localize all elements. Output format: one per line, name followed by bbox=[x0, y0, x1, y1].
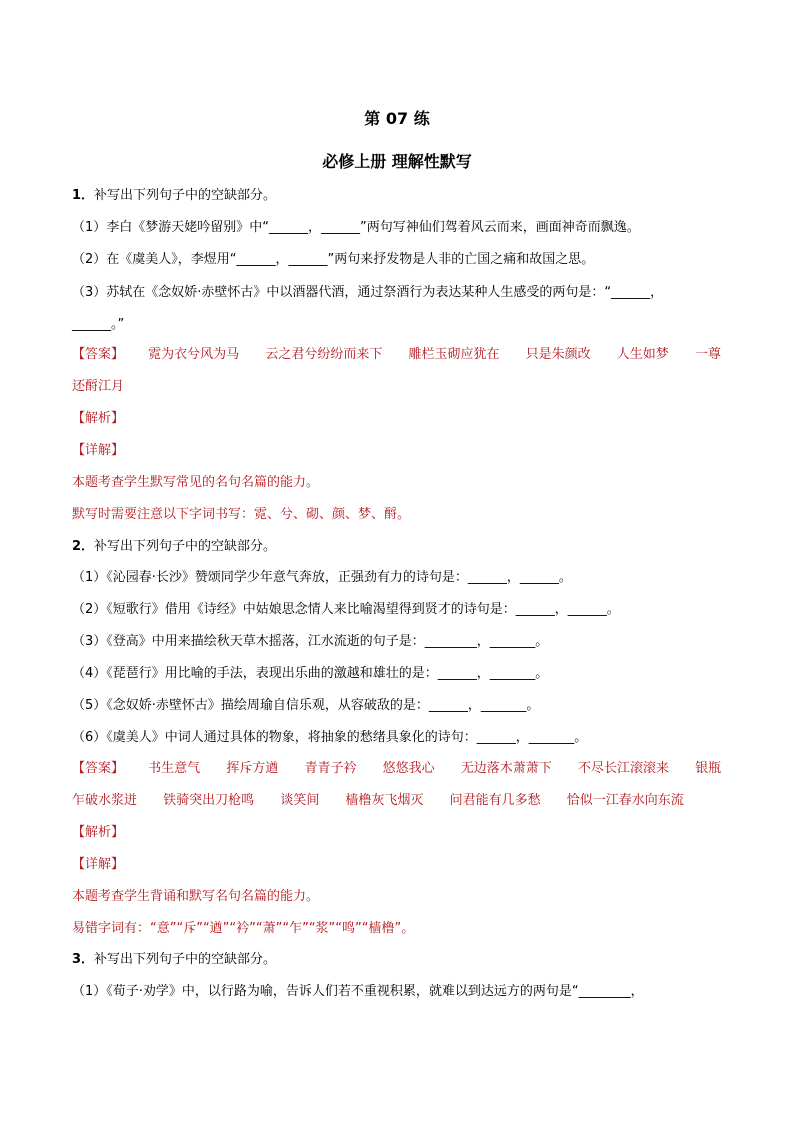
q1-answer: 霓为衣兮风为马 bbox=[148, 347, 240, 362]
q1-answer-label: 【答案】 bbox=[72, 347, 125, 362]
q1-heading bbox=[72, 186, 732, 206]
q3-item-1: （1）《荀子·劝学》中，以行路为喻，告诉人们若不重视积累，就难以到达远方的两句是“________， bbox=[72, 984, 644, 999]
q2-item-2: （2）《短歌行》借用《诗经》中姑娘思念情人来比喻渴望得到贤才的诗句是：______，______。 bbox=[72, 602, 620, 617]
q1-item-3-cont: ______。” bbox=[72, 317, 125, 332]
q1-item-1: （1）李白《梦游天姥吟留别》中“______，______”两句写神仙们驾着风云而来，画面神奇而飘逸。 bbox=[72, 220, 640, 235]
q1-answer: 人生如梦 bbox=[616, 347, 669, 362]
q2-answer-cont bbox=[72, 791, 732, 811]
q1-answer-line bbox=[72, 345, 732, 365]
q1-answer-cont: 还酹江月 bbox=[72, 379, 125, 394]
q3-number: 3． bbox=[72, 952, 95, 967]
q2-prompt: 补写出下列句子中的空缺部分。 bbox=[94, 539, 277, 554]
q1-answer: 只是朱颜改 bbox=[525, 347, 591, 362]
q2-answer: 恰似一江春水向东流 bbox=[566, 793, 684, 808]
q2-detail-2: 易错字词有：“意”“斥”“遒”“衿”“萧”“乍”“浆”“鸣”“樯橹”。 bbox=[72, 921, 415, 936]
q2-answer: 问君能有几多愁 bbox=[449, 793, 541, 808]
q2-answer-label: 【答案】 bbox=[72, 761, 125, 776]
q2-answer: 樯橹灰飞烟灭 bbox=[345, 793, 424, 808]
q1-detail-label: 【详解】 bbox=[72, 443, 125, 458]
q1-detail-2: 默写时需要注意以下字词书写：霓、兮、砌、颜、梦、酹。 bbox=[72, 507, 411, 522]
q2-analysis-label: 【解析】 bbox=[72, 825, 125, 840]
q2-item-3: （3）《登高》中用来描绘秋天草木摇落，江水流逝的句子是：________，_______。 bbox=[72, 634, 549, 649]
q2-item-5: （5）《念奴娇·赤壁怀古》描绘周瑜自信乐观，从容破敌的是：______，_______。 bbox=[72, 698, 540, 713]
q2-detail-1: 本题考查学生背诵和默写名句名篇的能力。 bbox=[72, 889, 320, 904]
page-subtitle: 必修上册 理解性默写 bbox=[322, 152, 472, 171]
q3-heading bbox=[72, 950, 732, 970]
q1-detail-1: 本题考查学生默写常见的名句名篇的能力。 bbox=[72, 475, 320, 490]
q1-item-3: （3）苏轼在《念奴娇·赤壁怀古》中以酒器代酒，通过祭酒行为表达某种人生感受的两句是：“______， bbox=[72, 285, 664, 300]
q1-prompt: 补写出下列句子中的空缺部分。 bbox=[94, 188, 277, 203]
q2-answer: 青青子衿 bbox=[304, 761, 357, 776]
q1-answer: 一尊 bbox=[694, 347, 721, 362]
q2-item-6: （6）《虞美人》中词人通过具体的物象，将抽象的愁绪具象化的诗句：______，_______。 bbox=[72, 730, 588, 745]
q2-answer-line bbox=[72, 759, 732, 779]
q2-answer: 挥斥方遒 bbox=[226, 761, 279, 776]
q2-answer: 乍破水浆迸 bbox=[72, 793, 138, 808]
q2-item-1: （1）《沁园春·长沙》赞颂同学少年意气奔放，正强劲有力的诗句是：______，______。 bbox=[72, 570, 572, 585]
q2-heading bbox=[72, 537, 732, 557]
q1-analysis-label: 【解析】 bbox=[72, 411, 125, 426]
q3-prompt: 补写出下列句子中的空缺部分。 bbox=[94, 952, 277, 967]
q2-answer: 悠悠我心 bbox=[382, 761, 435, 776]
q1-answer: 雕栏玉砌应犹在 bbox=[408, 347, 500, 362]
q2-answer: 无边落木萧萧下 bbox=[460, 761, 552, 776]
q2-item-4: （4）《琵琶行》用比喻的手法，表现出乐曲的激越和雄壮的是：______，_______。 bbox=[72, 666, 549, 681]
q1-number: 1． bbox=[72, 188, 95, 203]
q2-detail-label: 【详解】 bbox=[72, 857, 125, 872]
q2-number: 2． bbox=[72, 539, 95, 554]
q2-answer: 银瓶 bbox=[695, 761, 722, 776]
q1-answer: 云之君兮纷纷而来下 bbox=[265, 347, 383, 362]
q2-answer: 不尽长江滚滚来 bbox=[577, 761, 669, 776]
q2-answer: 谈笑间 bbox=[280, 793, 320, 808]
q2-answer: 书生意气 bbox=[148, 761, 201, 776]
q2-answer: 铁骑突出刀枪鸣 bbox=[163, 793, 255, 808]
page-title: 第 07 练 bbox=[364, 109, 430, 128]
q1-item-2: （2）在《虞美人》，李煜用“______，______”两句来抒发物是人非的亡国之痛和故国之思。 bbox=[72, 252, 595, 267]
